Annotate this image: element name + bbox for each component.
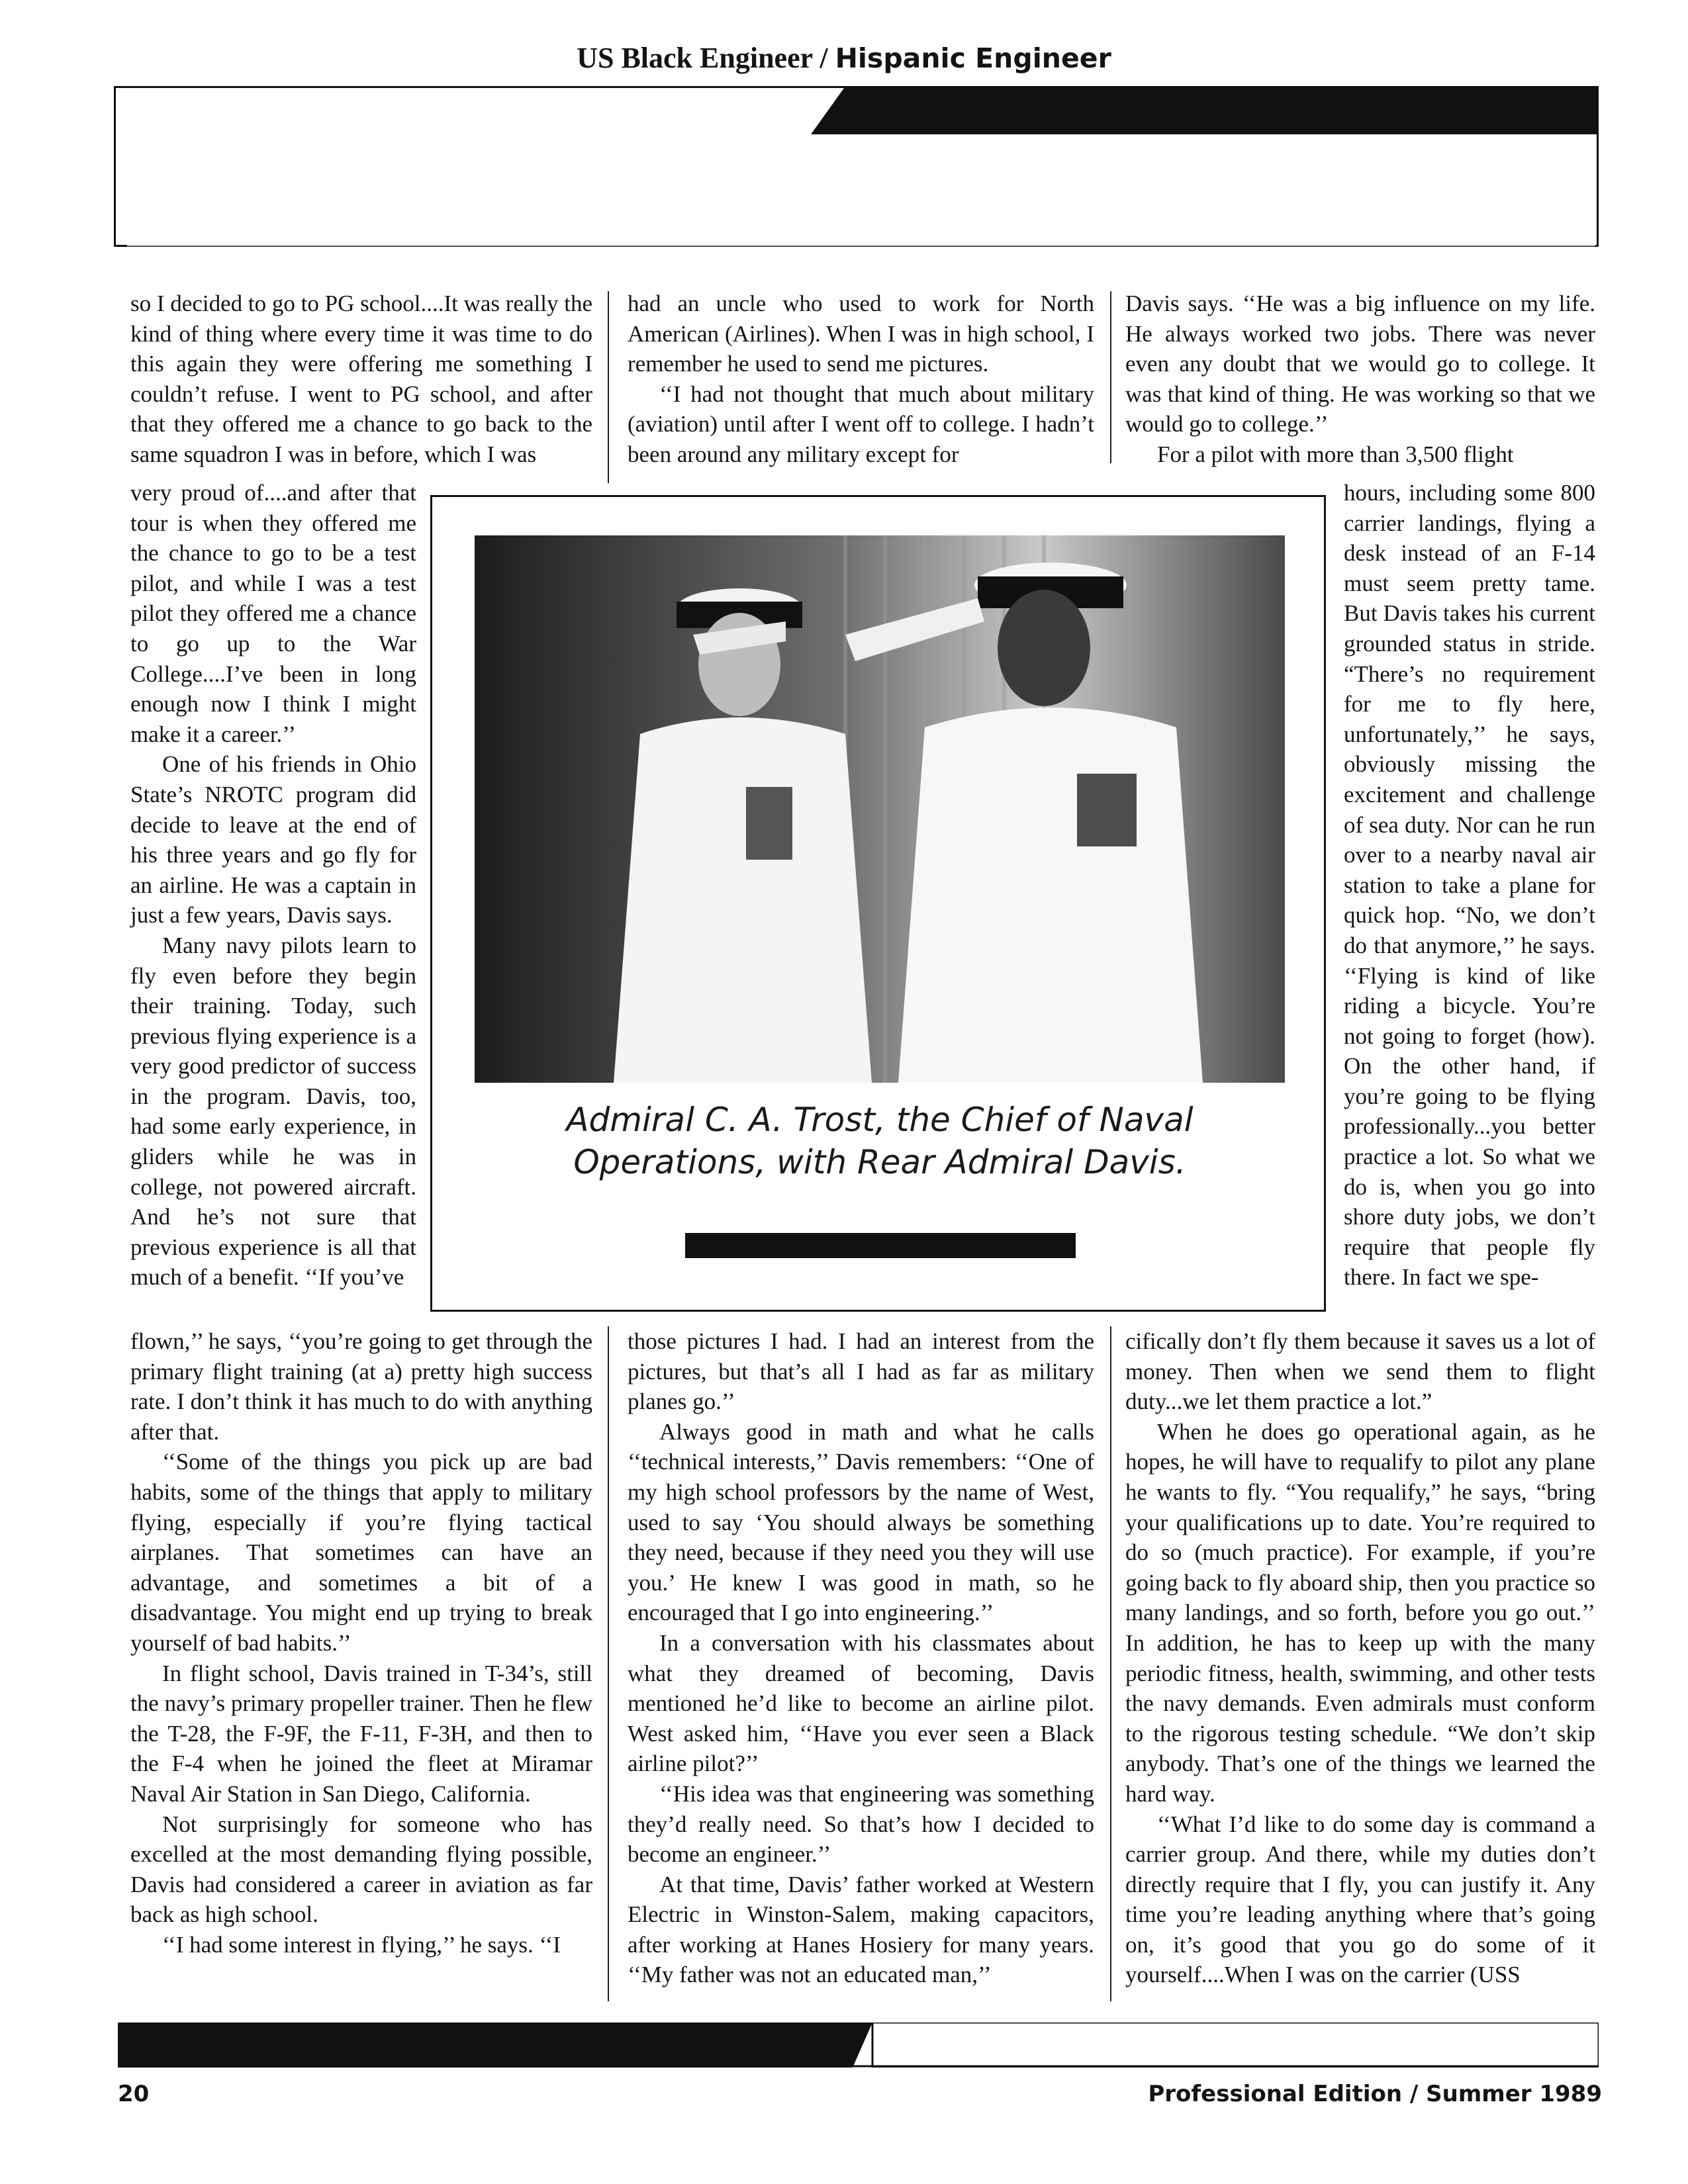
paragraph: Davis says. ‘‘He was a big influence on my life. He always worked two jobs. There was never even any doubt that we would go to college. It was that kind of thing. He was working so that we would go to college.’’ [1125, 291, 1595, 437]
paragraph: those pictures I had. I had an interest from the pictures, but that’s all I had as far as military planes go.’’ [628, 1328, 1094, 1415]
paragraph: ‘‘I had not thought that much about military (aviation) until after I went off to college. I hadn’t been around any military except for [628, 381, 1094, 467]
column-3-top [1125, 289, 1595, 470]
paragraph: At that time, Davis’ father worked at Western Electric in Winston-Salem, making capacitors, after working at Hanes Hosiery for many years. ‘‘My father was not an educated man,’’ [628, 1871, 1094, 1988]
column-2-top [628, 289, 1094, 470]
paragraph: cifically don’t fly them because it saves us a lot of money. Then when we send them to flight duty...we let them practice a lot.” [1125, 1328, 1595, 1415]
paragraph: Many navy pilots learn to fly even before they begin their training. Today, such previous flying experience is a very good predictor of success in the program. Davis, too, had some early experience, in gliders while he was in college, not powered aircraft. And he’s not sure that previous experience is all that much of a benefit. ‘‘If you’ve [130, 932, 416, 1291]
paragraph: For a pilot with more than 3,500 flight [1157, 441, 1514, 467]
paragraph: so I decided to go to PG school....It was really the kind of thing where every time it was time to do this again they were offering me something I couldn’t refuse. I went to PG school, and after that they offered me a chance to go back to the same squadron I was in before, which I was [130, 291, 592, 467]
header-banner [114, 86, 1599, 247]
paragraph: had an uncle who used to work for North American (Airlines). When I was in high school, I remember he used to send me pictures. [628, 291, 1094, 377]
publication-name-b: Hispanic Engineer [835, 42, 1111, 74]
column-rule [1110, 1326, 1111, 2001]
page-number: 20 [118, 2081, 150, 2107]
column-1-narrow [130, 478, 416, 1293]
column-1-top [130, 289, 592, 470]
column-3-bottom [1125, 1326, 1595, 1990]
column-3-narrow [1344, 478, 1595, 1293]
paragraph: hours, including some 800 carrier landings, flying a desk instead of an F-14 must seem pretty tame. But Davis takes his current grounded status in stride. “There’s no requirement for me to fly here, unfortunately,’’ he says, obviously missing the excitement and challenge of sea duty. Nor can he run over to a nearby naval air station to take a plane for quick hop. “No, we don’t do that anymore,’’ he says. ‘‘Flying is kind of like riding a bicycle. You’re not going to forget (how). On the other hand, if you’re going to be flying professionally...you better practice a lot. So what we do is, when you go into shore duty jobs, we don’t require that people fly there. In fact we spe- [1344, 480, 1595, 1291]
caption-bar [685, 1233, 1076, 1258]
header-banner-bar [116, 88, 1597, 134]
edition-label: Professional Edition / Summer 1989 [1148, 2081, 1602, 2107]
paragraph: very proud of....and after that tour is when they offered me the chance to go to be a test pilot, and while I was a test pilot they offered me a chance to go up to the War College....I’ve been in long enough now I think I might make it a career.’’ [130, 480, 416, 747]
footer-banner [118, 2023, 1599, 2068]
paragraph: In flight school, Davis trained in T-34’s, still the navy’s primary propeller trainer. Then he flew the T-28, the F-9F, the F-11, F-3H, and then to the F-4 when he joined the fleet at Miramar Naval Air Station in San Diego, California. [130, 1660, 592, 1807]
photo-admirals-saluting [475, 535, 1285, 1083]
paragraph: ‘‘Some of the things you pick up are bad habits, some of the things that apply to military flying, especially if you’re flying tactical airplanes. That sometimes can have an advantage, and sometimes a bit of a disadvantage. You might end up trying to break yourself of bad habits.’’ [130, 1449, 592, 1656]
paragraph: Not surprisingly for someone who has excelled at the most demanding flying possible, Davis had considered a career in aviation as far back as high school. [130, 1811, 592, 1928]
paragraph: When he does go operational again, as he hopes, he will have to requalify to pilot any plane he wants to fly. “You requalify,” he says, “bring your qualifications up to date. You’re required to do so (much practice). For example, if you’re going back to fly aboard ship, then you practice so many landings, and so forth, before you go out.’’ In addition, he has to keep up with the many periodic fitness, health, swimming, and other tests the navy demands. Even admirals must conform to the rigorous testing schedule. “We don’t skip anybody. That’s one of the things we learned the hard way. [1125, 1418, 1595, 1807]
photo-caption: Admiral C. A. Trost, the Chief of Naval Operations, with Rear Admiral Davis. [566, 1101, 1194, 1181]
photo-illustration [475, 535, 1285, 1083]
column-rule [608, 1326, 609, 2001]
paragraph: ‘‘What I’d like to do some day is command a carrier group. And there, while my duties don’t directly require that I fly, you can justify it. Any time you’re leading anything where that’s going on, it’s good that you go do some of it yourself....When I was on the carrier (USS [1125, 1811, 1595, 1988]
masthead [0, 41, 1688, 75]
masthead-separator: / [812, 42, 835, 74]
paragraph: ‘‘His idea was that engineering was something they’d really need. So that’s how I decided to become an engineer.’’ [628, 1780, 1094, 1868]
paragraph: Always good in math and what he calls ‘‘technical interests,’’ Davis remembers: ‘‘One of my high school professors by the name of West, used to say ‘You should always be something they need, because if they need you they will use you.’ He knew I was good in math, so he encouraged that I go into engineering.’’ [628, 1418, 1094, 1626]
paragraph: flown,’’ he says, ‘‘you’re going to get through the primary flight training (at a) pretty high success rate. I don’t think it has much to do with anything after that. [130, 1328, 592, 1445]
publication-name-a: US Black Engineer [577, 42, 813, 74]
paragraph: In a conversation with his classmates about what they dreamed of becoming, Davis mentioned he’d like to become an airline pilot. West asked him, ‘‘Have you ever seen a Black airline pilot?’’ [628, 1629, 1094, 1777]
column-rule [1110, 291, 1111, 463]
column-1-bottom [130, 1326, 592, 1960]
column-rule [608, 291, 609, 483]
header-rule [127, 245, 1595, 246]
paragraph: One of his friends in Ohio State’s NROTC program did decide to leave at the end of his three years and go fly for an airline. He was a captain in just a few years, Davis says. [130, 751, 416, 929]
paragraph: ‘‘I had some interest in flying,’’ he says. ‘‘I [162, 1931, 561, 1958]
column-2-bottom [628, 1326, 1094, 1990]
